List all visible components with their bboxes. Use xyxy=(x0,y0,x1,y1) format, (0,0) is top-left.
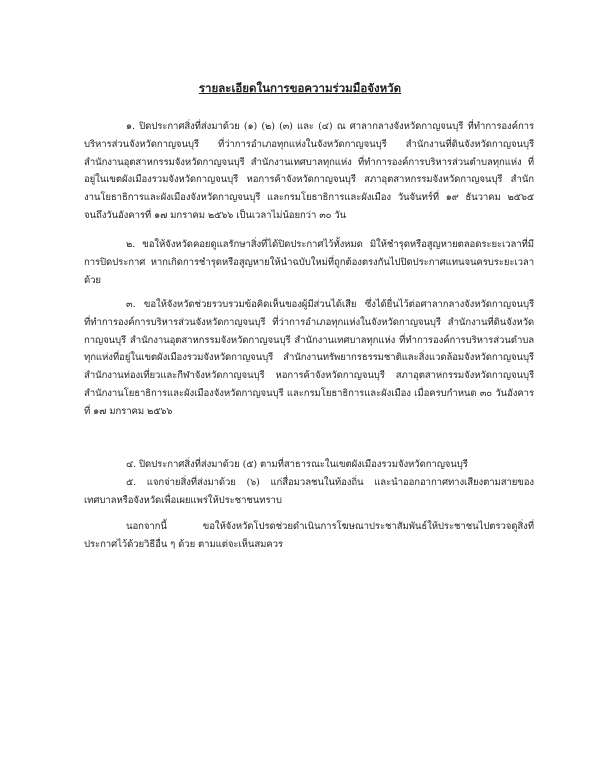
paragraph-5 xyxy=(84,474,534,510)
paragraph-3 xyxy=(84,296,534,421)
paragraph-4 xyxy=(84,456,534,474)
closing-paragraph-text: นอกจากนี้ ขอให้จังหวัดโปรดช่วยดำเนินการโฆษณาประชาสัมพันธ์ให้ประชาชนไปตรวจดูสิ่งที่ประกาศไว้ด้วยวิธีอื่น ๆ ด้วย ตามแต่จะเห็นสมควร xyxy=(84,521,534,550)
closing-paragraph xyxy=(84,518,534,554)
paragraph-3-text: ๓. ขอให้จังหวัดช่วยรวบรวมข้อคิดเห็นของผู้มีส่วนได้เสีย ซึ่งได้ยื่นไว้ต่อศาลากลางจังหวัดกาญจนบุรี ที่ทำการองค์การบริหารส่วนจังหวัดกาญจนบุรี ที่ว่าการอำเภอทุกแห่งในจังหวัดกาญจนบุรี สำนักงานที่ดินจังหวัดกาญจนบุรี สำนักงานอุตสาหกรรมจังหวัดกาญจนบุรี สำนักงานเทศบาลทุกแห่ง ที่ทำการองค์การบริหารส่วนตำบลทุกแห่งที่อยู่ในเขตผังเมืองรวมจังหวัดกาญจนบุรี สำนักงานทรัพยากรธรรมชาติและสิ่งแวดล้อมจังหวัดกาญจนบุรี สำนักงานท่องเที่ยวและกีฬาจังหวัดกาญจนบุรี หอการค้าจังหวัดกาญจนบุรี สภาอุตสาหกรรมจังหวัดกาญจนบุรี สำนักงานโยธาธิการและผังเมืองจังหวัดกาญจนบุรี และกรมโยธาธิการและผังเมือง เมื่อครบกำหนด ๓๐ วันอังคารที่ ๑๗ มกราคม ๒๕๖๖ xyxy=(84,299,534,417)
paragraph-4-text: ๔. ปิดประกาศสิ่งที่ส่งมาด้วย (๕) ตามที่สาธารณะในเขตผังเมืองรวมจังหวัดกาญจนบุรี xyxy=(126,459,468,470)
paragraph-2-text: ๒. ขอให้จังหวัดคอยดูแลรักษาสิ่งที่ได้ปิดประกาศไว้ทั้งหมด มิให้ชำรุดหรือสูญหายตลอดระยะเวลาที่มีการปิดประกาศ หากเกิดการชำรุดหรือสูญหายให้นำฉบับใหม่ที่ถูกต้องตรงกันไปปิดประกาศแทนจนครบระยะเวลาด้วย xyxy=(84,239,534,286)
paragraph-1-text: ๑. ปิดประกาศสิ่งที่ส่งมาด้วย (๑) (๒) (๓) และ (๔) ณ ศาลากลางจังหวัดกาญจนบุรี ที่ทำการองค์การบริหารส่วนจังหวัดกาญจนบุรี ที่ว่าการอำเภอทุกแห่งในจังหวัดกาญจนบุรี สำนักงานที่ดินจังหวัดกาญจนบุรี สำนักงานอุตสาหกรรมจังหวัดกาญจนบุรี สำนักงานเทศบาลทุกแห่ง ที่ทำการองค์การบริหารส่วนตำบลทุกแห่ง ที่อยู่ในเขตผังเมืองรวมจังหวัดกาญจนบุรี หอการค้าจังหวัดกาญจนบุรี สภาอุตสาหกรรมจังหวัดกาญจนบุรี สำนักงานโยธาธิการและผังเมืองจังหวัดกาญจนบุรี และกรมโยธาธิการและผังเมือง วันจันทร์ที่ ๑๙ ธันวาคม ๒๕๖๕ จนถึงวันอังคารที่ ๑๗ มกราคม ๒๕๖๖ เป็นเวลาไม่น้อยกว่า ๓๐ วัน xyxy=(84,121,534,221)
paragraph-1 xyxy=(84,118,534,225)
page-title: รายละเอียดในการขอความร่วมมือจังหวัด xyxy=(198,81,402,95)
paragraph-2 xyxy=(84,236,534,289)
paragraph-5-text: ๕. แจกจ่ายสิ่งที่ส่งมาด้วย (๖) แก่สื่อมวลชนในท้องถิ่น และนำออกอากาศทางเสียงตามสายของเทศบาลหรือจังหวัดเพื่อเผยแพร่ให้ประชาชนทราบ xyxy=(84,477,534,506)
